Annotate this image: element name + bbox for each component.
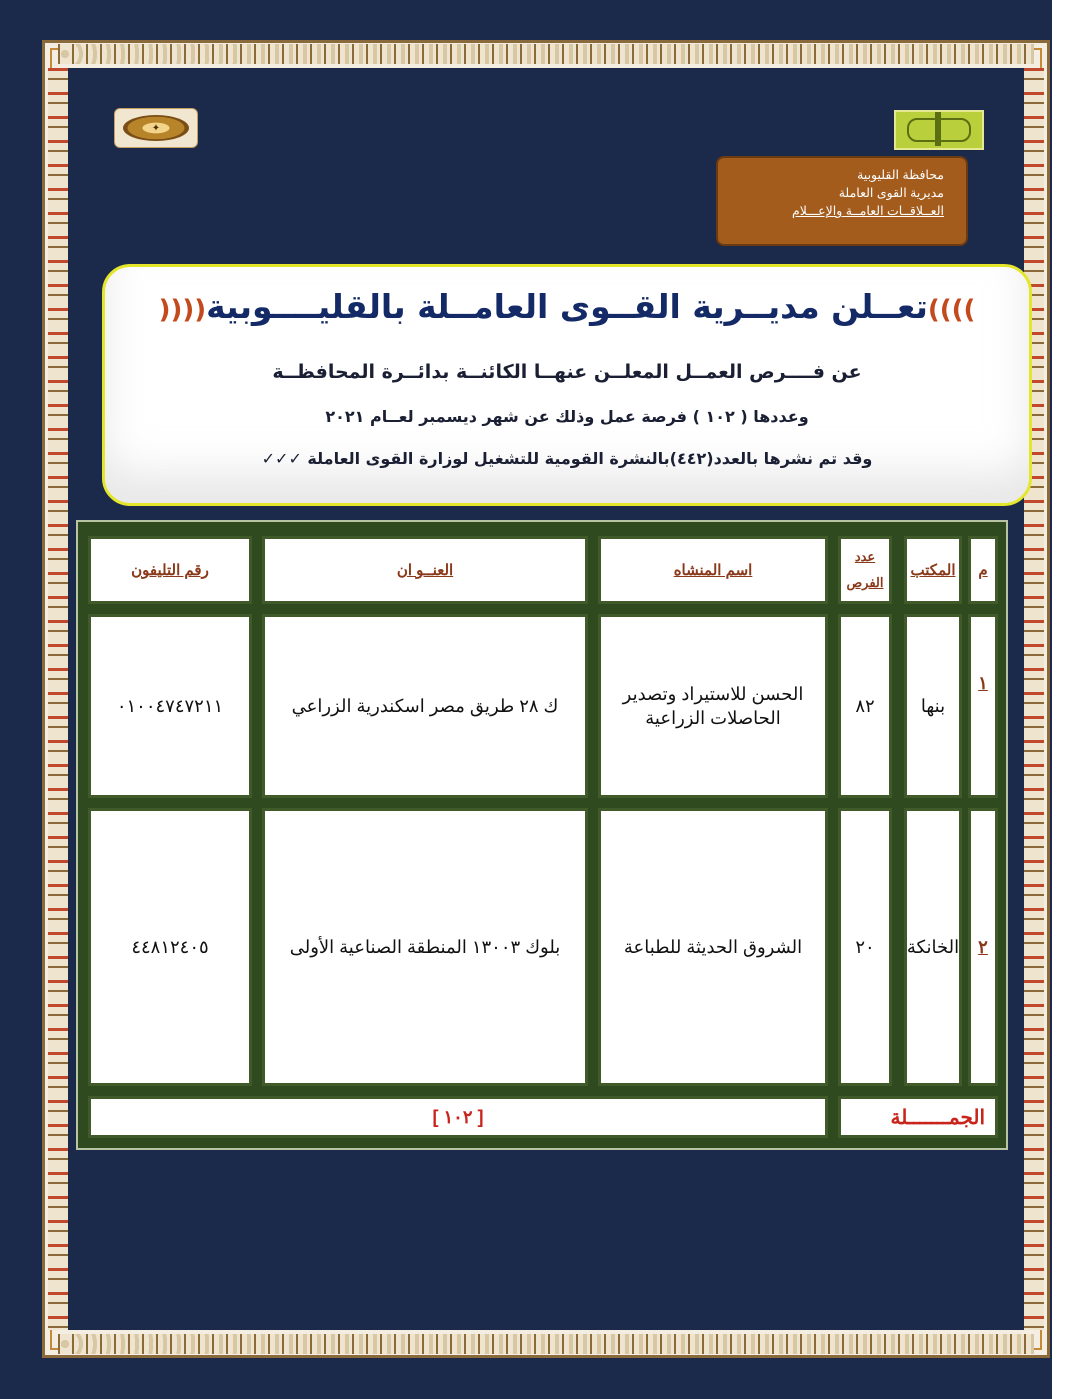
row1-num: ١ [968, 614, 998, 798]
row1-phone: ٠١٠٠٤٧٤٧٢١١ [88, 614, 252, 798]
row2-office: الخانكة [904, 808, 962, 1086]
ornament-strip-right [1024, 68, 1044, 1330]
department-box [716, 156, 968, 246]
poster-frame [42, 40, 1050, 1358]
right-margin [1052, 0, 1080, 1399]
announcement-line-2: عن فــــرص العمــل المعلــن عنهــا الكائنــة بدائــرة المحافظــة [272, 361, 862, 383]
check-ornament-icon: ✓✓✓ [261, 449, 302, 468]
ornament-strip-top [58, 44, 1034, 64]
announcement-line-3: وعددها ( ١٠٢ ) فرصة عمل وذلك عن شهر ديسمبر لعــام ٢٠٢١ [325, 407, 809, 426]
announcement-title [105, 287, 1029, 326]
announcement-box [102, 264, 1032, 506]
row2-phone: ٤٤٨١٢٤٠٥ [88, 808, 252, 1086]
total-value: [ ١٠٢ ] [88, 1096, 828, 1138]
title-ornament-left: (((( [158, 295, 207, 325]
header-company: اسم المنشاه [598, 536, 828, 604]
row1-office: بنها [904, 614, 962, 798]
poster-body [68, 68, 1024, 1330]
row1-address: ك ٢٨ طريق مصر اسكندرية الزراعي [262, 614, 588, 798]
title-ornament-right: )))) [927, 295, 976, 325]
row2-company: الشروق الحديثة للطباعة [598, 808, 828, 1086]
header-count: عدد الفرص [838, 536, 892, 604]
ornament-strip-bottom [58, 1334, 1034, 1354]
department-name: العــلاقــات العامــة والإعـــلام [791, 204, 944, 218]
header-address: العنــو ان [262, 536, 588, 604]
row2-address: بلوك ١٣٠٠٣ المنطقة الصناعية الأولى [262, 808, 588, 1086]
header-office: المكتب [904, 536, 962, 604]
title-text: تعــلن مديــرية القــوى العامــلة بالقليــــوبية [206, 287, 928, 326]
announcement-line-4 [105, 449, 1029, 468]
directorate-name: مديرية القوى العاملة [838, 186, 944, 200]
eagle-seal-icon: ✦ [123, 115, 189, 141]
ministry-logo [114, 108, 198, 148]
row1-company: الحسن للاستيراد وتصدير الحاصلات الزراعية [598, 614, 828, 798]
governorate-logo [894, 110, 984, 150]
governorate-name: محافظة القليوبية [857, 168, 944, 182]
row2-num: ٢ [968, 808, 998, 1086]
ornament-strip-left [48, 68, 68, 1330]
governorate-emblem-icon [907, 118, 971, 142]
header-phone: رقم التليفون [88, 536, 252, 604]
line4-text: وقد تم نشرها بالعدد(٤٤٢)بالنشرة القومية للتشغيل لوزارة القوى العاملة [307, 449, 873, 468]
row2-count: ٢٠ [838, 808, 892, 1086]
jobs-table [76, 520, 1008, 1150]
row1-count: ٨٢ [838, 614, 892, 798]
header-num: م [968, 536, 998, 604]
total-label: الجمـــــــلة [838, 1096, 998, 1138]
